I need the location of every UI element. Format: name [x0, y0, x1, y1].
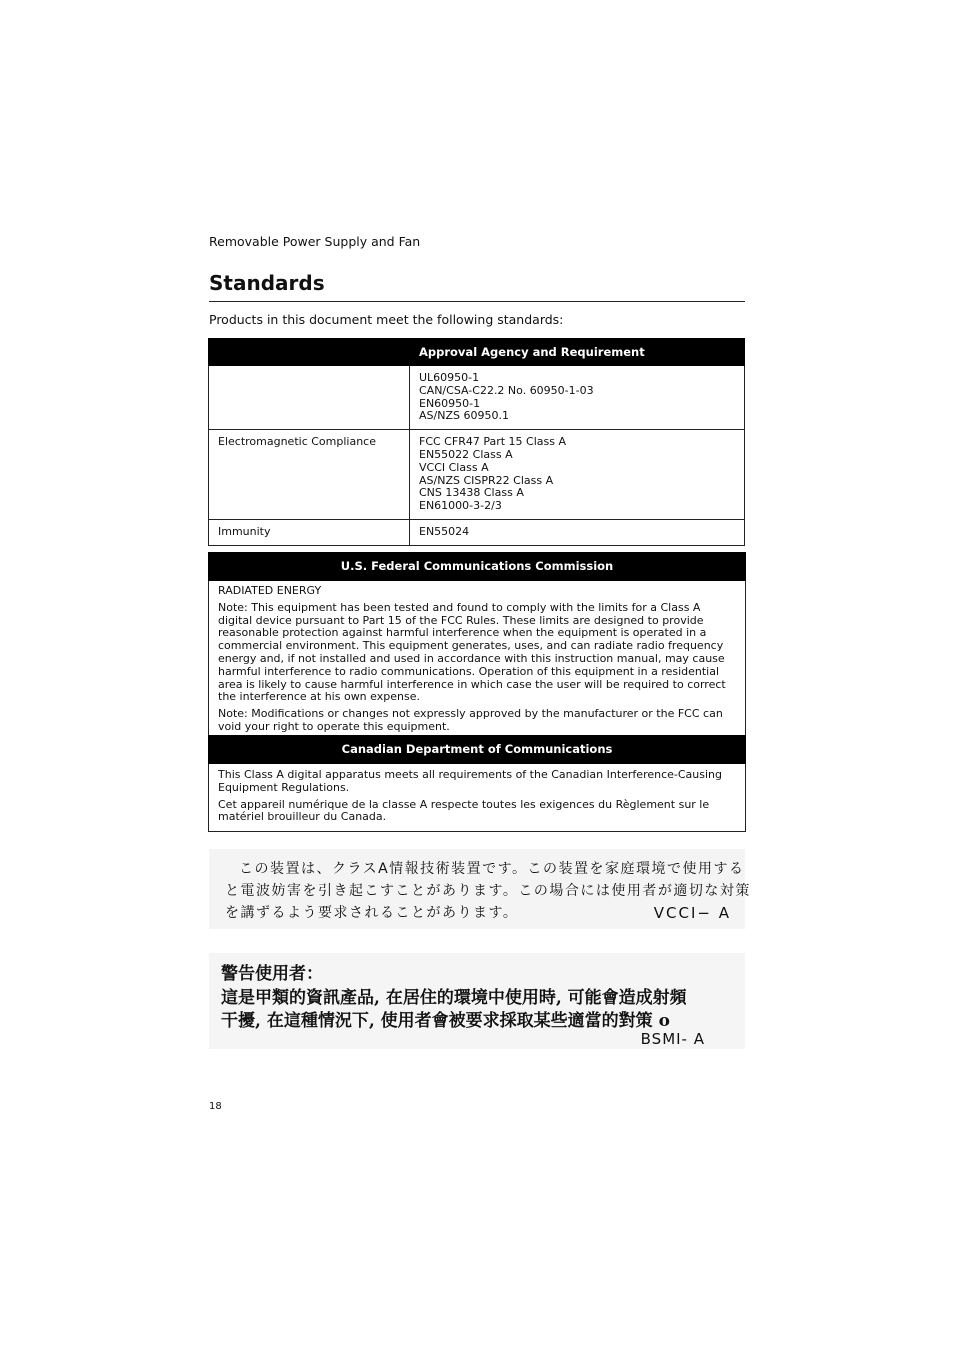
fcc-box [208, 552, 746, 741]
table-row [209, 366, 745, 430]
row-value: CAN/CSA-C22.2 No. 60950-1-03 [419, 383, 594, 397]
row-value: EN55022 Class A [419, 447, 513, 461]
page-number: 18 [209, 1101, 222, 1112]
running-head: Removable Power Supply and Fan [209, 234, 421, 249]
fcc-note-2: Note: Modifications or changes not expressly approved by the manufacturer or the FCC can void your right to operate this equipment. [218, 707, 723, 733]
row-label [209, 366, 410, 430]
vcci-line-3: を講ずるよう要求されることがあります。 [225, 905, 519, 921]
row-values [410, 366, 745, 430]
bsmi-line-2: 這是甲類的資訊產品, 在居住的環境中使用時, 可能會造成射頻 [221, 988, 687, 1008]
row-value: FCC CFR47 Part 15 Class A [419, 435, 566, 449]
row-value: EN60950-1 [419, 396, 481, 410]
row-value: VCCI Class A [419, 460, 489, 474]
row-value: AS/NZS 60950.1 [419, 409, 509, 423]
bsmi-line-1: 警告使用者： [221, 964, 323, 984]
canada-para-1: This Class A digital apparatus meets all requirements of the Canadian Interference-Causing Equipment Regulations. [218, 768, 723, 794]
row-values [410, 430, 745, 520]
canada-body [208, 764, 746, 832]
standards-table [208, 338, 745, 546]
intro-text: Products in this document meet the following standards: [209, 312, 564, 327]
header-col1 [209, 339, 410, 366]
vcci-mark: VCCI− A [653, 904, 731, 922]
vcci-line-2: と電波妨害を引き起こすことがあります。この場合には使用者が適切な対策 [225, 883, 751, 899]
title-rule [209, 301, 745, 302]
fcc-body [208, 581, 746, 741]
vcci-line-1: この装置は、クラスA情報技術装置です。この装置を家庭環境で使用する [239, 861, 745, 877]
table-row [209, 519, 745, 545]
header-col2: Approval Agency and Requirement [410, 339, 745, 366]
standards-table-wrapper [208, 338, 745, 546]
canada-box [208, 735, 746, 832]
row-value: UL60950-1 [419, 371, 480, 384]
row-value: EN61000-3-2/3 [419, 499, 502, 513]
bsmi-notice [209, 953, 745, 1049]
canada-header: Canadian Department of Communications [208, 735, 746, 764]
vcci-notice [209, 849, 751, 929]
row-value: CNS 13438 Class A [419, 486, 524, 500]
canada-para-2: Cet appareil numérique de la classe A respecte toutes les exigences du Règlement sur le matériel brouilleur du Canada. [218, 797, 710, 824]
fcc-heading: RADIATED ENERGY [218, 584, 322, 597]
fcc-header: U.S. Federal Communications Commission [208, 552, 746, 581]
table-row [209, 430, 745, 520]
standards-table-header [209, 339, 745, 366]
bsmi-line-3: 干擾, 在這種情況下, 使用者會被要求採取某些適當的對策 o [221, 1011, 670, 1031]
row-label: Immunity [209, 519, 410, 545]
row-value: AS/NZS CISPR22 Class A [419, 473, 554, 487]
row-values [410, 519, 745, 545]
row-label: Electromagnetic Compliance [209, 430, 410, 520]
fcc-note-1: Note: This equipment has been tested and found to comply with the limits for a Class A digital device pursuant to Part 15 of the FCC Rules. These limits are designed to provide reasonable protection against harmful interference when the equipment is operated in a commercial environment. This equipment generates, uses, and can radiate radio frequency energy and, if not installed and used in accordance with this instruction manual, may cause harmful interference to radio communications. Operation of this equipment in a residential area is likely to cause harmful interference in which case the user will be required to correct the interference at his own expense. [218, 600, 726, 704]
section-title: Standards [209, 271, 325, 295]
row-value: EN55024 [419, 524, 470, 538]
bsmi-mark: BSMI- A [640, 1030, 705, 1048]
